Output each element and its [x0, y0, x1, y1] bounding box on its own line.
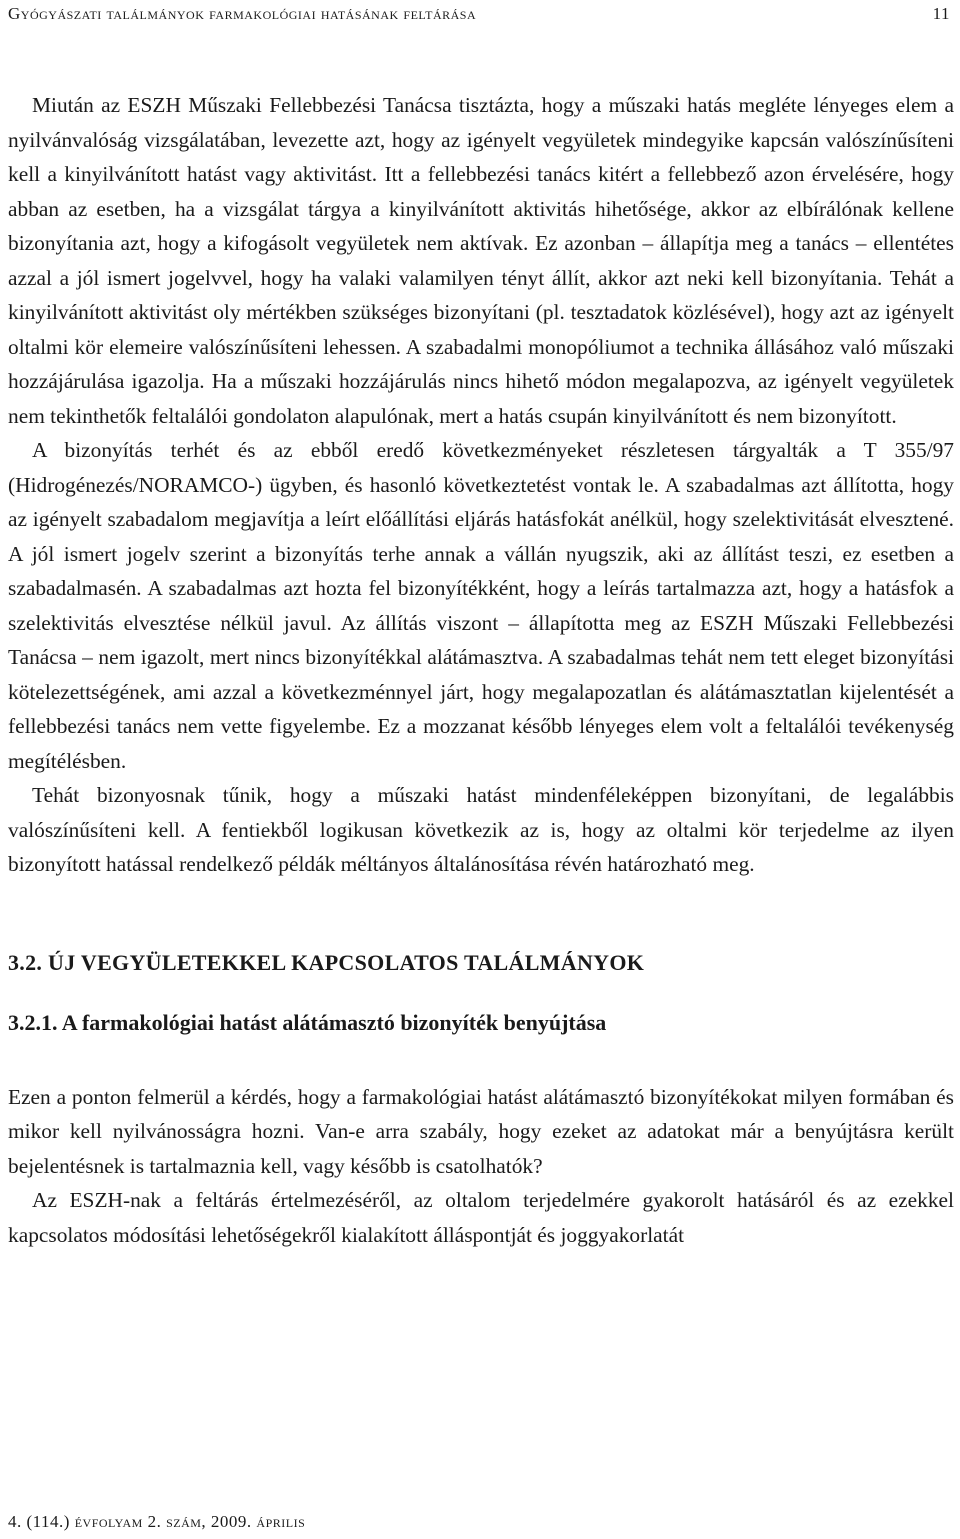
subsection-heading: 3.2.1. A farmakológiai hatást alátámasztó bizonyíték benyújtása [8, 1009, 607, 1035]
body-paragraph: Az ESZH-nak a feltárás értelmezéséről, az oltalom terjedelmére gyakorolt hatásáról és az ezekkel kapcsolatos módosítási lehetőségekről kialakított álláspontját és joggyakorlatát [8, 1188, 954, 1247]
body-paragraph: A bizonyítás terhét és az ebből eredő következményeket részletesen tárgyalták a T 355/97 (Hidrogénezés/NORAMCO-) ügyben, és hasonló következtetést vontak le. A szabadalmas azt állította, hogy az igényelt szabadalom megjavítja a leírt előállítási eljárás hatásfokát anélkül, hogy szelektivitását elvesztené. A jól ismert jogelv szerint a bizonyítás terhe annak a vállán nyugszik, aki az állítást teszi, ez esetben a szabadalmasén. A szabadalmas azt hozta fel bizonyítékként, hogy a leírás tartalmazza azt, hogy a hatásfok a szelektivitás elvesztése nélkül javul. Az állítás viszont – állapította meg az ESZH Műszaki Fellebbezési Tanácsa – nem igazolt, mert nincs bizonyítékkal alátámasztva. A szabadalmas tehát nem tett eleget bizonyítási kötelezettségének, ami azzal a következménnyel járt, hogy megalapozatlan és alátámasztatlan kijelentését a fellebbezési tanács nem vette figyelembe. Ez a mozzanat később lényeges elem volt a feltalálói tevékenység megítélésben. [8, 438, 954, 773]
body-paragraph: Tehát bizonyosnak tűnik, hogy a műszaki hatást mindenféleképpen bizonyítani, de legalábbis valószínűsíteni kell. A fentiekből logikusan következik az is, hogy az oltalmi kör terjedelme az ilyen bizonyított hatással rendelkező példák méltányos általánosítása révén határozható meg. [8, 783, 954, 876]
body-paragraph: Ezen a ponton felmerül a kérdés, hogy a farmakológiai hatást alátámasztó bizonyítékokat milyen formában és mikor kell nyilvánosságra hozni. Van-e arra szabály, hogy ezeket az adatokat már a benyújtásra került bejelentésnek is tartalmaznia kell, vagy később is csatolhatók? [8, 1084, 954, 1178]
body-paragraph: Miután az ESZH Műszaki Fellebbezési Tanácsa tisztázta, hogy a műszaki hatás megléte lényeges elem a nyilvánvalóság vizsgálatában, levezette azt, hogy az igényelt vegyületek mindegyike kapcsán valószínűsíteni kell a kinyilvánított hatást vagy aktivitást. Itt a fellebbezési tanács kitért a fellebbező azon érvelésére, hogy abban az esetben, ha a vizsgálat tárgya a kinyilvánított aktivitás hihetősége, akkor az elbírálónak kellene bizonyítania azt, hogy a kifogásolt vegyületek nem aktívak. Ez azonban – állapítja meg a tanács – ellentétes azzal a jól ismert jogelvvel, hogy ha valaki valamilyen tényt állít, akkor azt neki kell bizonyítania. Tehát a kinyilvánított aktivitást oly mértékben szükséges bizonyítani (pl. tesztadatok közlésével), hogy azt az igényelt oltalmi kör elemeire valószínűsíteni lehessen. A szabadalmi monopóliumot a technika állásához való műszaki hozzájárulása igazolja. Ha a műszaki hozzájárulás nincs hihető módon megalapozva, az igényelt vegyületek nem tekinthetők feltalálói gondolaton alapulónak, mert a hatás csupán kinyilvánított és nem bizonyított. [8, 93, 954, 428]
running-footer: 4. (114.) évfolyam 2. szám, 2009. április [8, 1512, 306, 1531]
page-content [8, 88, 954, 1252]
page-number: 11 [932, 4, 950, 23]
section-heading: 3.2. ÚJ VEGYÜLETEKKEL KAPCSOLATOS TALÁLMÁNYOK [8, 949, 645, 975]
running-header [8, 4, 950, 24]
running-title: Gyógyászati találmányok farmakológiai hatásának feltárása [8, 4, 477, 23]
